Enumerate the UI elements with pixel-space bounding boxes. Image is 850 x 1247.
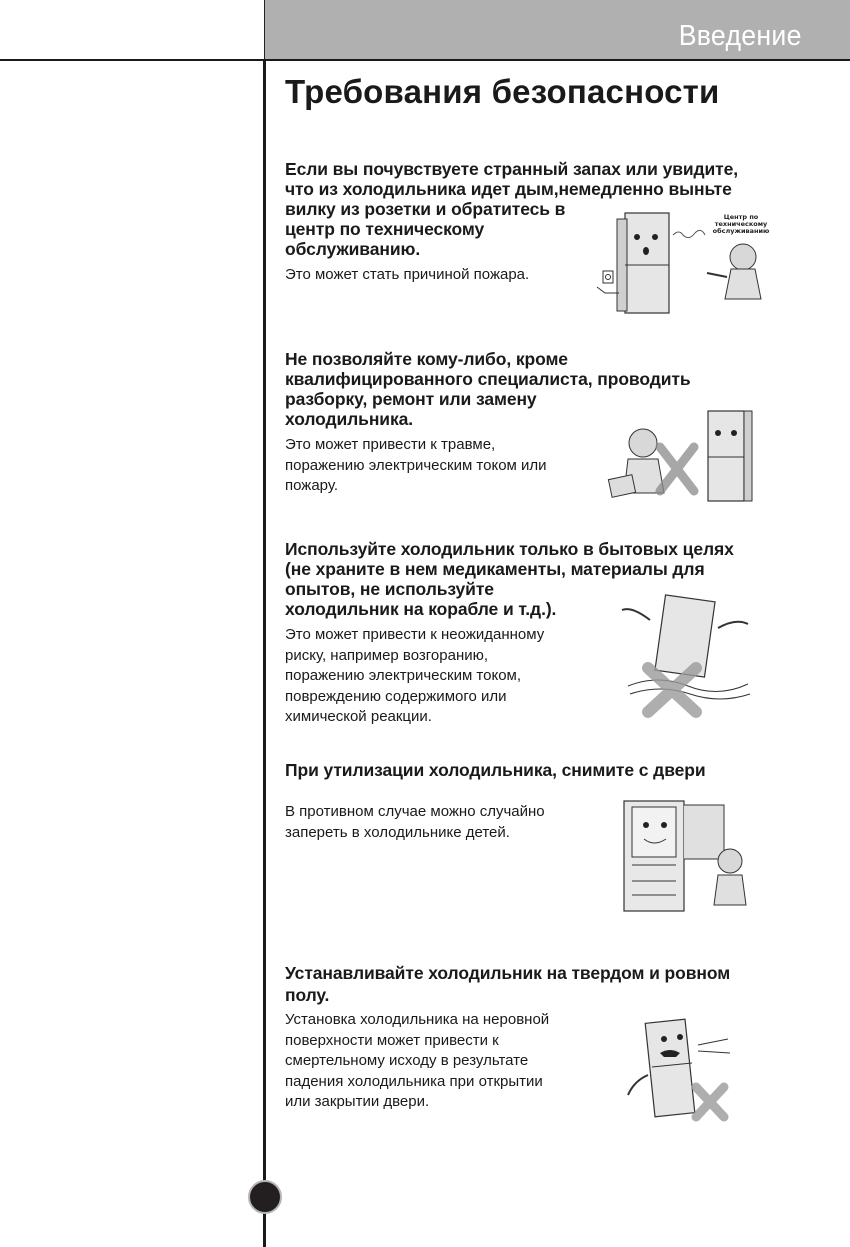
no-disassembly-illustration (598, 405, 778, 510)
section-heading: Устанавливайте холодильник на твердом и ровном полу. (285, 963, 731, 1005)
section-heading: Не позволяйте кому-либо, кроме квалифицированного специалиста, проводить разборку, ремонт или замену холодильника. (285, 349, 691, 429)
section-body: Установка холодильника на неровной поверхности может привести к смертельному исходу в результате падения холодильника при открытии или закрытии двери. (285, 1011, 550, 1110)
page-number-marker (248, 1180, 282, 1214)
margin-rule (263, 60, 266, 1247)
section-heading: При утилизации холодильника, снимите с двери (285, 760, 706, 780)
svg-text:Центр по: Центр по (723, 213, 759, 221)
section-heading: Используйте холодильник только в бытовых целях (не храните в нем медикаменты, материалы для опытов, не используйте холодильник на корабле и т.д.). (285, 539, 734, 619)
section-body: В противном случае можно случайно запереть в холодильнике детей. (285, 803, 545, 841)
uneven-floor-illustration (620, 1015, 750, 1125)
section-heading: Если вы почувствуете странный запах или увидите, что из холодильника идет дым,немедленно выньте вилку из розетки и обратитесь в центр по техническому обслуживанию. (285, 159, 739, 259)
section-body: Это может привести к неожиданному риску, например возгоранию, поражению электрическим током, повреждению содержимого или химической реакции. (285, 626, 545, 725)
chapter-header (265, 0, 850, 59)
section-body: Это может стать причиной пожара. (285, 266, 530, 283)
page-title: Требования безопасности (285, 73, 720, 110)
no-ship-use-illustration (610, 590, 775, 720)
svg-text:техническому: техническому (714, 220, 768, 228)
header-rule (0, 59, 850, 61)
fridge-smoke-unplug-illustration (595, 205, 780, 320)
child-in-fridge-illustration (620, 795, 760, 920)
section-body: Это может привести к травме, поражению электрическим током или пожару. (285, 436, 547, 494)
chapter-title: Введение (678, 20, 802, 52)
svg-text:обслуживанию: обслуживанию (712, 227, 770, 235)
